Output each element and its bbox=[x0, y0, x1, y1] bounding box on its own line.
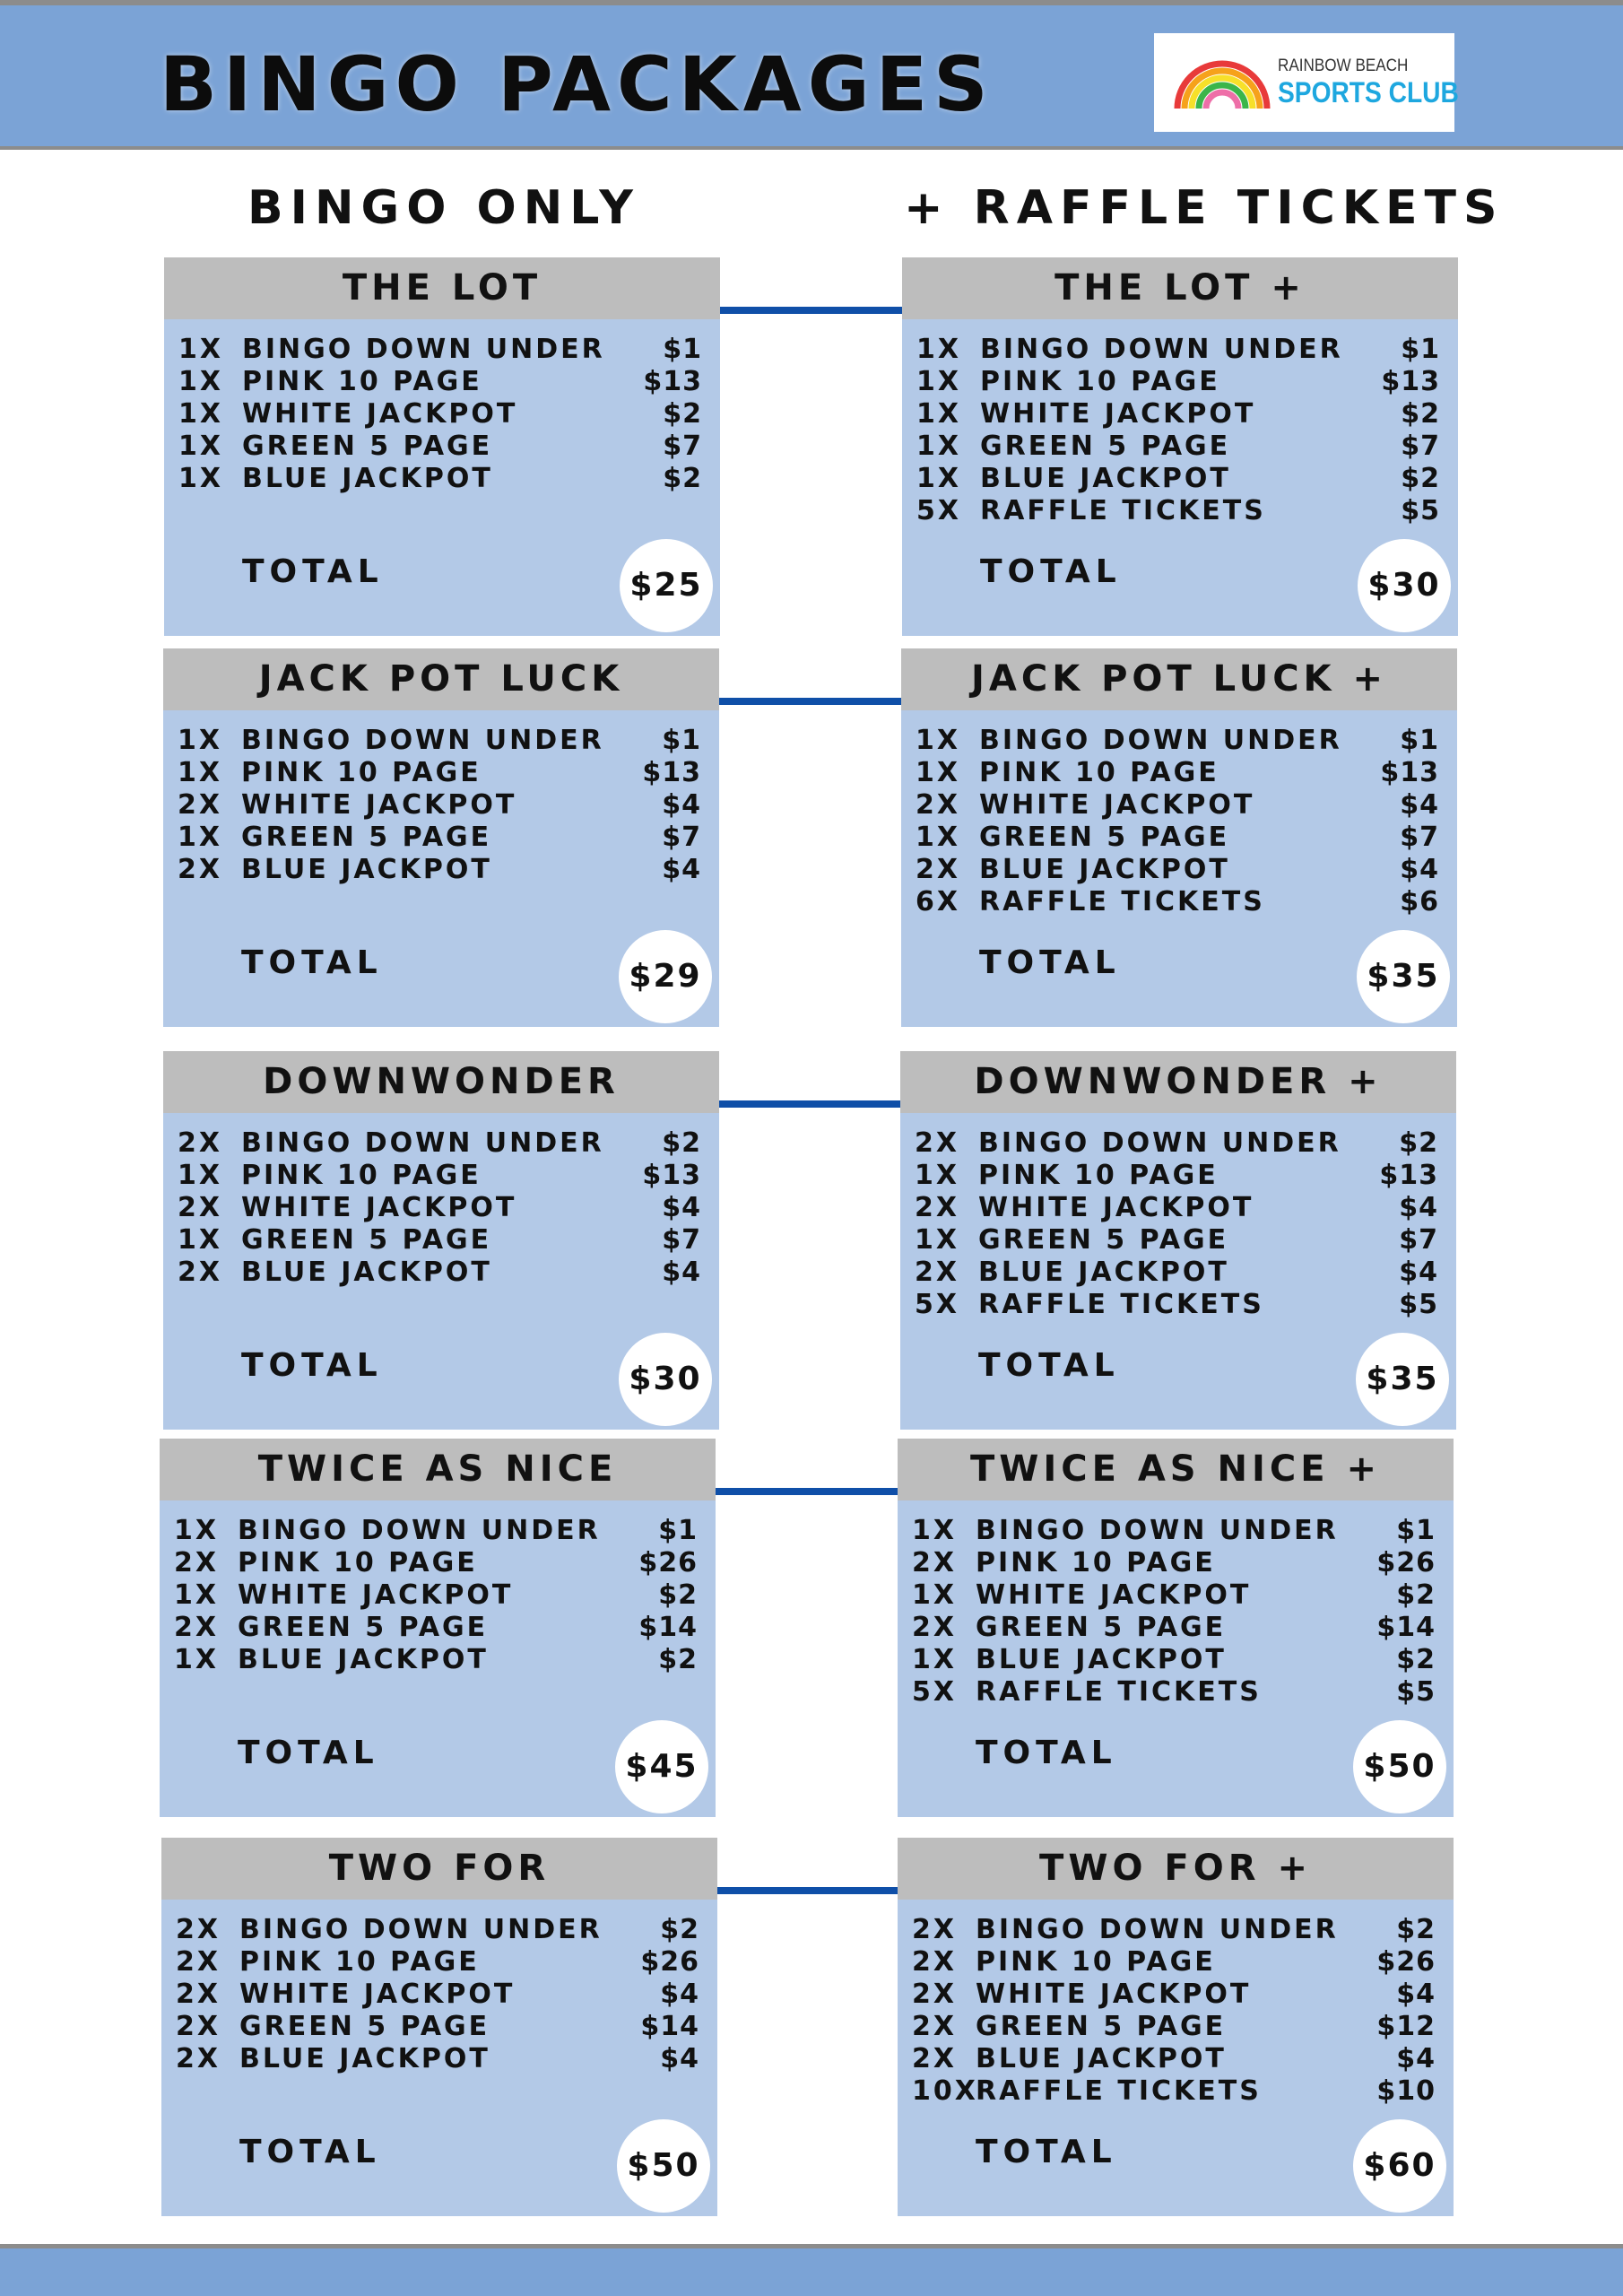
item-quantity: 1X bbox=[916, 822, 961, 853]
item-name: BINGO DOWN UNDER bbox=[976, 1515, 1339, 1546]
item-quantity: 2X bbox=[912, 1612, 958, 1643]
item-quantity: 6X bbox=[916, 886, 961, 918]
item-quantity: 2X bbox=[915, 1192, 960, 1223]
item-price: $4 bbox=[1400, 854, 1439, 885]
item-name: WHITE JACKPOT bbox=[976, 1979, 1252, 2010]
item-quantity: 1X bbox=[178, 725, 223, 756]
item-quantity: 1X bbox=[178, 463, 224, 494]
item-name: BINGO DOWN UNDER bbox=[980, 334, 1343, 365]
item-price: $26 bbox=[638, 1547, 698, 1578]
package-item-row bbox=[898, 1914, 1454, 1946]
package-name: TWO FOR + bbox=[898, 1838, 1454, 1900]
package-name: DOWNWONDER + bbox=[900, 1051, 1456, 1113]
item-name: PINK 10 PAGE bbox=[241, 757, 482, 788]
package-item-row bbox=[900, 1192, 1456, 1224]
package-item-row bbox=[900, 1289, 1456, 1321]
item-name: GREEN 5 PAGE bbox=[979, 822, 1230, 853]
item-quantity: 1X bbox=[916, 398, 962, 430]
item-name: GREEN 5 PAGE bbox=[242, 430, 493, 462]
item-name: WHITE JACKPOT bbox=[241, 789, 517, 821]
total-price-badge: $35 bbox=[1357, 930, 1450, 1023]
item-quantity: 2X bbox=[916, 789, 961, 821]
total-label: TOTAL bbox=[239, 2134, 381, 2170]
item-name: PINK 10 PAGE bbox=[980, 366, 1220, 397]
item-name: WHITE JACKPOT bbox=[239, 1979, 516, 2010]
item-name: BLUE JACKPOT bbox=[241, 1257, 492, 1288]
item-quantity: 2X bbox=[178, 789, 223, 821]
package-card bbox=[898, 1439, 1454, 1817]
item-name: BINGO DOWN UNDER bbox=[238, 1515, 601, 1546]
item-name: RAFFLE TICKETS bbox=[978, 1289, 1264, 1320]
package-item-row bbox=[160, 1612, 716, 1644]
item-name: WHITE JACKPOT bbox=[978, 1192, 1254, 1223]
package-item-row bbox=[901, 725, 1457, 757]
item-name: BLUE JACKPOT bbox=[238, 1644, 489, 1675]
item-quantity: 2X bbox=[915, 1127, 960, 1159]
item-name: GREEN 5 PAGE bbox=[239, 2011, 490, 2042]
package-item-row bbox=[163, 1257, 719, 1289]
package-item-row bbox=[902, 430, 1458, 463]
column-heading-raffle: + RAFFLE TICKETS bbox=[904, 181, 1505, 235]
item-name: PINK 10 PAGE bbox=[979, 757, 1219, 788]
item-price: $26 bbox=[1376, 1547, 1436, 1578]
package-name: THE LOT + bbox=[902, 257, 1458, 319]
package-item-row bbox=[900, 1127, 1456, 1160]
item-quantity: 5X bbox=[915, 1289, 960, 1320]
item-price: $26 bbox=[640, 1946, 699, 1978]
item-name: RAFFLE TICKETS bbox=[979, 886, 1265, 918]
item-price: $4 bbox=[1399, 1192, 1438, 1223]
item-price: $7 bbox=[1399, 1224, 1438, 1256]
item-quantity: 1X bbox=[178, 366, 224, 397]
package-item-row bbox=[163, 1192, 719, 1224]
item-name: PINK 10 PAGE bbox=[241, 1160, 482, 1191]
package-item-row bbox=[901, 854, 1457, 886]
package-card bbox=[163, 1051, 719, 1430]
total-price-badge: $35 bbox=[1356, 1333, 1449, 1426]
item-quantity: 5X bbox=[912, 1676, 958, 1708]
package-items bbox=[163, 1127, 719, 1289]
item-name: PINK 10 PAGE bbox=[239, 1946, 480, 1978]
item-price: $1 bbox=[662, 725, 701, 756]
package-items bbox=[900, 1127, 1456, 1321]
item-quantity: 1X bbox=[912, 1644, 958, 1675]
logo-line-2: SPORTS CLUB bbox=[1278, 76, 1459, 109]
item-price: $2 bbox=[660, 1914, 699, 1945]
package-item-row bbox=[163, 822, 719, 854]
package-item-row bbox=[900, 1160, 1456, 1192]
package-item-row bbox=[898, 2011, 1454, 2043]
item-name: WHITE JACKPOT bbox=[976, 1579, 1252, 1611]
package-card bbox=[163, 648, 719, 1027]
item-name: BLUE JACKPOT bbox=[242, 463, 493, 494]
package-item-row bbox=[164, 334, 720, 366]
package-item-row bbox=[902, 495, 1458, 527]
package-item-row bbox=[163, 1224, 719, 1257]
package-items bbox=[161, 1914, 717, 2075]
item-name: WHITE JACKPOT bbox=[979, 789, 1255, 821]
item-quantity: 2X bbox=[912, 1547, 958, 1578]
package-item-row bbox=[163, 1160, 719, 1192]
item-name: WHITE JACKPOT bbox=[242, 398, 518, 430]
item-price: $2 bbox=[1399, 1127, 1438, 1159]
item-quantity: 2X bbox=[176, 1946, 221, 1978]
item-quantity: 1X bbox=[174, 1644, 220, 1675]
item-name: PINK 10 PAGE bbox=[976, 1547, 1216, 1578]
package-connector-line bbox=[717, 1887, 898, 1894]
item-quantity: 1X bbox=[912, 1579, 958, 1611]
package-item-row bbox=[902, 366, 1458, 398]
item-quantity: 1X bbox=[178, 1160, 223, 1191]
package-connector-line bbox=[716, 1488, 898, 1495]
package-card bbox=[164, 257, 720, 636]
item-price: $10 bbox=[1376, 2075, 1436, 2107]
item-price: $2 bbox=[1396, 1579, 1436, 1611]
package-item-row bbox=[901, 822, 1457, 854]
item-price: $1 bbox=[658, 1515, 698, 1546]
package-card bbox=[160, 1439, 716, 1817]
package-item-row bbox=[161, 1914, 717, 1946]
package-item-row bbox=[898, 1612, 1454, 1644]
package-item-row bbox=[163, 757, 719, 789]
package-item-row bbox=[898, 1979, 1454, 2011]
item-price: $7 bbox=[662, 1224, 701, 1256]
item-price: $13 bbox=[1379, 1160, 1438, 1191]
item-quantity: 1X bbox=[178, 398, 224, 430]
item-quantity: 1X bbox=[916, 725, 961, 756]
item-price: $4 bbox=[1396, 2043, 1436, 2074]
total-label: TOTAL bbox=[241, 944, 383, 981]
item-quantity: 2X bbox=[178, 1257, 223, 1288]
package-item-row bbox=[161, 2043, 717, 2075]
package-item-row bbox=[898, 2075, 1454, 2108]
total-label: TOTAL bbox=[979, 944, 1121, 981]
total-price-badge: $30 bbox=[1358, 539, 1451, 632]
item-price: $5 bbox=[1401, 495, 1440, 526]
item-name: BLUE JACKPOT bbox=[979, 854, 1230, 885]
item-name: GREEN 5 PAGE bbox=[976, 1612, 1227, 1643]
package-item-row bbox=[164, 398, 720, 430]
item-price: $2 bbox=[658, 1644, 698, 1675]
item-price: $2 bbox=[662, 1127, 701, 1159]
item-name: RAFFLE TICKETS bbox=[976, 2075, 1262, 2107]
item-price: $4 bbox=[1399, 1257, 1438, 1288]
item-quantity: 1X bbox=[916, 334, 962, 365]
package-item-row bbox=[161, 1946, 717, 1979]
package-item-row bbox=[160, 1579, 716, 1612]
item-name: BLUE JACKPOT bbox=[976, 1644, 1227, 1675]
item-name: PINK 10 PAGE bbox=[978, 1160, 1219, 1191]
package-item-row bbox=[160, 1644, 716, 1676]
item-price: $1 bbox=[1396, 1515, 1436, 1546]
item-name: GREEN 5 PAGE bbox=[238, 1612, 489, 1643]
item-name: GREEN 5 PAGE bbox=[241, 1224, 492, 1256]
item-quantity: 1X bbox=[912, 1515, 958, 1546]
item-price: $4 bbox=[662, 789, 701, 821]
package-item-row bbox=[160, 1547, 716, 1579]
package-name: TWO FOR bbox=[161, 1838, 717, 1900]
item-price: $4 bbox=[660, 1979, 699, 2010]
item-price: $13 bbox=[642, 757, 701, 788]
item-quantity: 2X bbox=[176, 2011, 221, 2042]
header-band bbox=[0, 0, 1623, 150]
item-quantity: 2X bbox=[176, 1914, 221, 1945]
package-item-row bbox=[898, 1946, 1454, 1979]
item-quantity: 2X bbox=[178, 854, 223, 885]
item-name: BLUE JACKPOT bbox=[241, 854, 492, 885]
package-item-row bbox=[163, 725, 719, 757]
package-item-row bbox=[901, 757, 1457, 789]
package-name: TWICE AS NICE + bbox=[898, 1439, 1454, 1500]
item-price: $14 bbox=[638, 1612, 698, 1643]
package-name: THE LOT bbox=[164, 257, 720, 319]
item-quantity: 2X bbox=[912, 1914, 958, 1945]
item-quantity: 1X bbox=[916, 366, 962, 397]
package-item-row bbox=[901, 886, 1457, 918]
item-price: $2 bbox=[1396, 1644, 1436, 1675]
total-price-badge: $60 bbox=[1353, 2119, 1446, 2213]
item-quantity: 2X bbox=[915, 1257, 960, 1288]
item-quantity: 1X bbox=[178, 430, 224, 462]
item-quantity: 2X bbox=[912, 1946, 958, 1978]
item-price: $4 bbox=[660, 2043, 699, 2074]
item-quantity: 2X bbox=[912, 2043, 958, 2074]
item-name: BLUE JACKPOT bbox=[978, 1257, 1229, 1288]
package-card bbox=[898, 1838, 1454, 2216]
item-quantity: 1X bbox=[915, 1224, 960, 1256]
total-price-badge: $30 bbox=[619, 1333, 712, 1426]
package-items bbox=[164, 334, 720, 495]
package-item-row bbox=[161, 2011, 717, 2043]
item-name: RAFFLE TICKETS bbox=[976, 1676, 1262, 1708]
item-price: $4 bbox=[662, 1192, 701, 1223]
club-logo bbox=[1154, 33, 1459, 132]
item-price: $26 bbox=[1376, 1946, 1436, 1978]
item-price: $14 bbox=[640, 2011, 699, 2042]
package-item-row bbox=[163, 1127, 719, 1160]
item-quantity: 10X bbox=[912, 2075, 978, 2107]
package-item-row bbox=[902, 398, 1458, 430]
package-item-row bbox=[898, 1676, 1454, 1709]
item-name: WHITE JACKPOT bbox=[238, 1579, 514, 1611]
item-price: $2 bbox=[663, 463, 702, 494]
package-item-row bbox=[900, 1257, 1456, 1289]
item-quantity: 1X bbox=[174, 1515, 220, 1546]
package-card bbox=[161, 1838, 717, 2216]
item-price: $13 bbox=[1380, 757, 1439, 788]
package-card bbox=[900, 1051, 1456, 1430]
item-quantity: 2X bbox=[176, 2043, 221, 2074]
item-price: $6 bbox=[1400, 886, 1439, 918]
item-price: $1 bbox=[663, 334, 702, 365]
item-quantity: 1X bbox=[916, 463, 962, 494]
package-item-row bbox=[898, 1644, 1454, 1676]
package-items bbox=[901, 725, 1457, 918]
total-label: TOTAL bbox=[976, 2134, 1117, 2170]
item-price: $7 bbox=[1401, 430, 1440, 462]
item-price: $1 bbox=[1400, 725, 1439, 756]
package-item-row bbox=[164, 366, 720, 398]
column-heading-bingo-only: BINGO ONLY bbox=[247, 181, 640, 235]
package-items bbox=[902, 334, 1458, 527]
item-price: $5 bbox=[1396, 1676, 1436, 1708]
package-item-row bbox=[164, 463, 720, 495]
item-name: WHITE JACKPOT bbox=[241, 1192, 517, 1223]
package-items bbox=[160, 1515, 716, 1676]
package-item-row bbox=[898, 1547, 1454, 1579]
package-item-row bbox=[901, 789, 1457, 822]
package-connector-line bbox=[720, 307, 902, 314]
item-price: $4 bbox=[1396, 1979, 1436, 2010]
total-price-badge: $50 bbox=[617, 2119, 710, 2213]
item-name: RAFFLE TICKETS bbox=[980, 495, 1266, 526]
item-price: $2 bbox=[1401, 398, 1440, 430]
total-label: TOTAL bbox=[242, 553, 384, 590]
item-quantity: 1X bbox=[178, 757, 223, 788]
item-name: PINK 10 PAGE bbox=[242, 366, 482, 397]
footer-band bbox=[0, 2244, 1623, 2296]
total-label: TOTAL bbox=[238, 1735, 379, 1771]
item-quantity: 2X bbox=[912, 2011, 958, 2042]
item-price: $2 bbox=[1396, 1914, 1436, 1945]
item-price: $2 bbox=[1401, 463, 1440, 494]
package-items bbox=[898, 1515, 1454, 1709]
package-item-row bbox=[902, 463, 1458, 495]
package-item-row bbox=[163, 789, 719, 822]
item-quantity: 1X bbox=[916, 430, 962, 462]
item-price: $1 bbox=[1401, 334, 1440, 365]
item-price: $13 bbox=[643, 366, 702, 397]
item-price: $14 bbox=[1376, 1612, 1436, 1643]
item-quantity: 2X bbox=[178, 1127, 223, 1159]
package-item-row bbox=[902, 334, 1458, 366]
package-name: TWICE AS NICE bbox=[160, 1439, 716, 1500]
item-price: $4 bbox=[662, 1257, 701, 1288]
item-price: $7 bbox=[663, 430, 702, 462]
rainbow-icon bbox=[1172, 55, 1272, 112]
package-item-row bbox=[898, 2043, 1454, 2075]
item-quantity: 1X bbox=[178, 334, 224, 365]
item-name: BLUE JACKPOT bbox=[980, 463, 1231, 494]
package-item-row bbox=[163, 854, 719, 886]
item-quantity: 2X bbox=[916, 854, 961, 885]
item-price: $4 bbox=[1400, 789, 1439, 821]
total-label: TOTAL bbox=[980, 553, 1122, 590]
item-price: $13 bbox=[1381, 366, 1440, 397]
package-name: DOWNWONDER bbox=[163, 1051, 719, 1113]
item-name: BINGO DOWN UNDER bbox=[241, 725, 604, 756]
item-quantity: 1X bbox=[915, 1160, 960, 1191]
package-connector-line bbox=[719, 1100, 900, 1108]
item-quantity: 2X bbox=[176, 1979, 221, 2010]
item-price: $4 bbox=[662, 854, 701, 885]
item-name: BINGO DOWN UNDER bbox=[242, 334, 605, 365]
total-price-badge: $50 bbox=[1353, 1720, 1446, 1813]
item-name: BINGO DOWN UNDER bbox=[978, 1127, 1341, 1159]
package-card bbox=[901, 648, 1457, 1027]
package-item-row bbox=[164, 430, 720, 463]
logo-line-1: RAINBOW BEACH bbox=[1278, 57, 1409, 75]
item-quantity: 1X bbox=[916, 757, 961, 788]
package-item-row bbox=[160, 1515, 716, 1547]
package-name: JACK POT LUCK + bbox=[901, 648, 1457, 710]
package-item-row bbox=[161, 1979, 717, 2011]
item-name: GREEN 5 PAGE bbox=[978, 1224, 1229, 1256]
item-name: GREEN 5 PAGE bbox=[241, 822, 492, 853]
item-quantity: 2X bbox=[174, 1547, 220, 1578]
item-name: BLUE JACKPOT bbox=[976, 2043, 1227, 2074]
item-quantity: 5X bbox=[916, 495, 962, 526]
item-quantity: 2X bbox=[178, 1192, 223, 1223]
total-label: TOTAL bbox=[976, 1735, 1117, 1771]
item-quantity: 2X bbox=[174, 1612, 220, 1643]
total-price-badge: $25 bbox=[620, 539, 713, 632]
item-quantity: 1X bbox=[178, 822, 223, 853]
item-name: PINK 10 PAGE bbox=[238, 1547, 478, 1578]
item-name: GREEN 5 PAGE bbox=[980, 430, 1231, 462]
item-name: WHITE JACKPOT bbox=[980, 398, 1256, 430]
page-title: BINGO PACKAGES bbox=[160, 40, 994, 128]
package-item-row bbox=[898, 1579, 1454, 1612]
item-name: BINGO DOWN UNDER bbox=[241, 1127, 604, 1159]
package-items bbox=[163, 725, 719, 886]
item-quantity: 1X bbox=[174, 1579, 220, 1611]
item-name: BLUE JACKPOT bbox=[239, 2043, 490, 2074]
total-price-badge: $29 bbox=[619, 930, 712, 1023]
total-price-badge: $45 bbox=[615, 1720, 708, 1813]
item-name: GREEN 5 PAGE bbox=[976, 2011, 1227, 2042]
item-price: $2 bbox=[658, 1579, 698, 1611]
item-price: $2 bbox=[663, 398, 702, 430]
item-quantity: 2X bbox=[912, 1979, 958, 2010]
total-label: TOTAL bbox=[241, 1347, 383, 1384]
package-item-row bbox=[900, 1224, 1456, 1257]
item-name: BINGO DOWN UNDER bbox=[239, 1914, 603, 1945]
package-connector-line bbox=[719, 698, 901, 705]
item-name: BINGO DOWN UNDER bbox=[976, 1914, 1339, 1945]
package-card bbox=[902, 257, 1458, 636]
package-items bbox=[898, 1914, 1454, 2108]
item-price: $12 bbox=[1376, 2011, 1436, 2042]
total-label: TOTAL bbox=[978, 1347, 1120, 1384]
item-price: $7 bbox=[662, 822, 701, 853]
item-price: $13 bbox=[642, 1160, 701, 1191]
item-price: $5 bbox=[1399, 1289, 1438, 1320]
package-item-row bbox=[898, 1515, 1454, 1547]
package-name: JACK POT LUCK bbox=[163, 648, 719, 710]
item-name: PINK 10 PAGE bbox=[976, 1946, 1216, 1978]
item-quantity: 1X bbox=[178, 1224, 223, 1256]
item-name: BINGO DOWN UNDER bbox=[979, 725, 1342, 756]
item-price: $7 bbox=[1400, 822, 1439, 853]
